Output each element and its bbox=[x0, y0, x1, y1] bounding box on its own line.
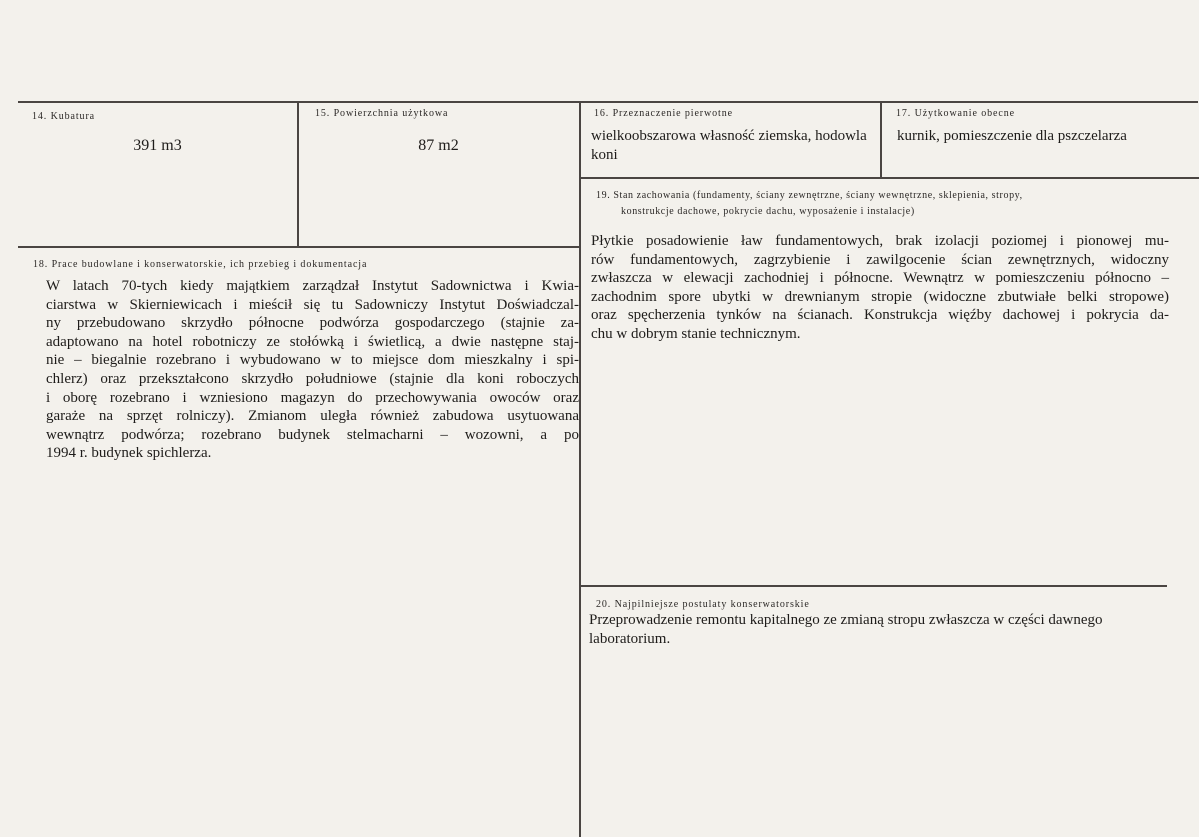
field-18-line: ny przebudowano skrzydło północne podwórza gospodarczego (stajnie za- bbox=[46, 315, 579, 332]
field-16-label: 16. Przeznaczenie pierwotne bbox=[594, 108, 733, 119]
field-18-text bbox=[46, 277, 579, 463]
top-border-line bbox=[18, 101, 1198, 103]
divider-16-17 bbox=[880, 101, 882, 177]
field-18-line: nie – biegalnie rozebrano i wybudowano w to miejsce dom mieszkalny i spi- bbox=[46, 352, 579, 369]
field-17-value: kurnik, pomieszczenie dla pszczelarza bbox=[897, 128, 1127, 144]
field-17-label: 17. Użytkowanie obecne bbox=[896, 108, 1015, 119]
field-20-label: 20. Najpilniejsze postulaty konserwatorskie bbox=[596, 599, 810, 610]
field-19-line: Płytkie posadowienie ław fundamentowych, brak izolacji poziomej i pionowej mu- bbox=[591, 233, 1169, 249]
field-18-line: ciarstwa w Skierniewicach i mieścił się tu Sadowniczy Instytut Doświadczal- bbox=[46, 296, 579, 313]
field-18-line: adaptowano na hotel robotniczy ze stołówką i świetlicą, a dwie następne staj- bbox=[46, 333, 579, 350]
field-20-line: laboratorium. bbox=[589, 630, 671, 647]
field-19-line: chu w dobrym stanie technicznym. bbox=[591, 325, 801, 342]
field-18-label: 18. Prace budowlane i konserwatorskie, ich przebieg i dokumentacja bbox=[33, 259, 368, 270]
field-16-value: wielkoobszarowa własność ziemska, hodowla koni bbox=[591, 128, 867, 163]
field-19-label-line1: 19. Stan zachowania (fundamenty, ściany zewnętrzne, ściany wewnętrzne, sklepienia, stropy, bbox=[596, 190, 1023, 201]
field-15-label: 15. Powierzchnia użytkowa bbox=[315, 108, 449, 119]
field-19-line: zwłaszcza w elewacji zachodniej i północne. Wewnątrz w pomieszczeniu północno – bbox=[591, 270, 1169, 287]
field-20-line: Przeprowadzenie remontu kapitalnego ze zmianą stropu zwłaszcza w części dawnego bbox=[589, 612, 1103, 628]
field-14-label: 14. Kubatura bbox=[32, 111, 96, 122]
divider-15-16 bbox=[579, 101, 581, 837]
field-15-value: 87 m2 bbox=[418, 137, 459, 154]
field-18-line: chlerz) oraz przekształcono skrzydło południowe (stajnie dla koni roboczych bbox=[46, 370, 579, 387]
field-18-line: wewnątrz podwórza; rozebrano budynek stelmacharni – wozowni, a po bbox=[46, 426, 579, 443]
field-18-line: i oborę rozebrano i wzniesiono magazyn do przechowywania owoców oraz bbox=[46, 389, 579, 406]
field-20-text bbox=[589, 611, 1174, 648]
field-14-value: 391 m3 bbox=[133, 137, 182, 154]
field-18-line: 1994 r. budynek spichlerza. bbox=[46, 445, 212, 462]
divider-14-18 bbox=[18, 246, 581, 248]
field-19-line: oraz spęcherzenia tynków na ścianach. Konstrukcja więźby dachowej i pokrycia da- bbox=[591, 307, 1169, 324]
field-18-line: garaże na sprzęt rolniczy). Zmianom uległa również zabudowa usytuowana bbox=[46, 408, 579, 425]
field-19-line: rów fundamentowych, zagrzybienie i zawilgocenie ścian zewnętrznych, widoczny bbox=[591, 251, 1169, 268]
divider-19-20 bbox=[579, 585, 1167, 587]
divider-16-19 bbox=[579, 177, 1199, 179]
field-19-text bbox=[591, 232, 1169, 344]
field-19-line: zachodnim spore ubytki w drewnianym stropie (widoczne zbutwiałe belki stropowe) bbox=[591, 288, 1169, 305]
divider-14-15 bbox=[297, 101, 299, 247]
field-19-label-line2: konstrukcje dachowe, pokrycie dachu, wyposażenie i instalacje) bbox=[621, 206, 915, 217]
field-18-line: W latach 70-tych kiedy majątkiem zarządzał Instytut Sadownictwa i Kwia- bbox=[46, 278, 579, 294]
